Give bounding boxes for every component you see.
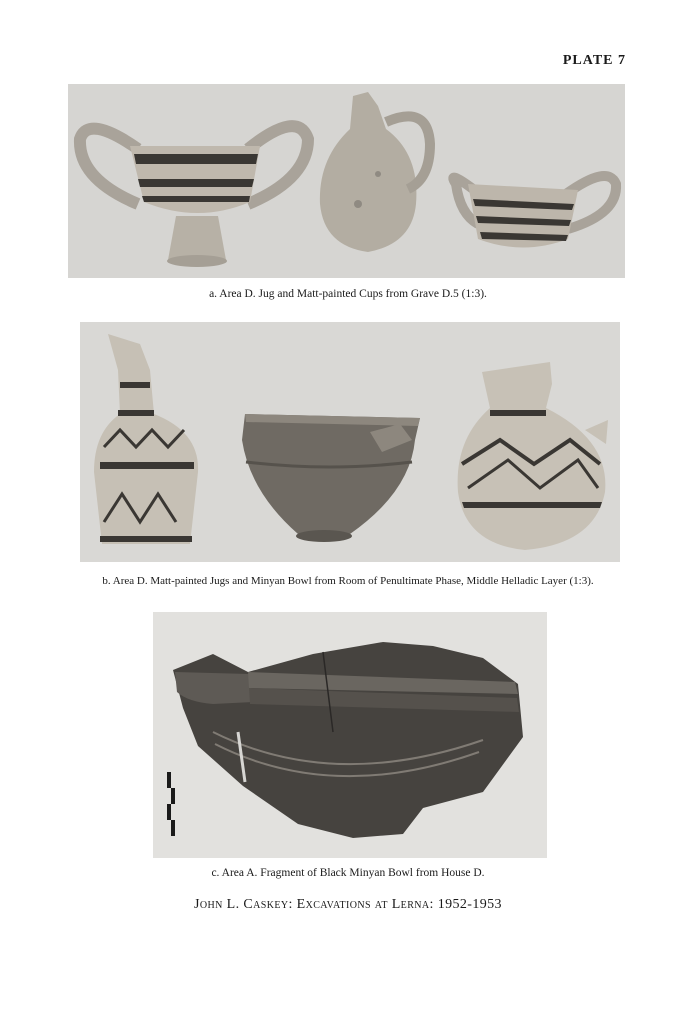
plate-number: PLATE 7 xyxy=(562,53,626,68)
photo-grave-d5-vessels xyxy=(68,84,625,278)
book-credit-line: John L. Caskey: Excavations at Lerna: 1952-1953 xyxy=(194,897,502,912)
figure-caption-b: b. Area D. Matt-painted Jugs and Minyan Bowl from Room of Penultimate Phase, Middle Helladic Layer (1:3). xyxy=(102,575,594,587)
photo-minyan-bowl-and-jugs xyxy=(80,322,620,562)
figure-caption-a: a. Area D. Jug and Matt-painted Cups from Grave D.5 (1:3). xyxy=(209,288,487,300)
photo-black-minyan-bowl-fragment xyxy=(153,612,547,858)
figure-caption-c: c. Area A. Fragment of Black Minyan Bowl from House D. xyxy=(211,867,485,879)
